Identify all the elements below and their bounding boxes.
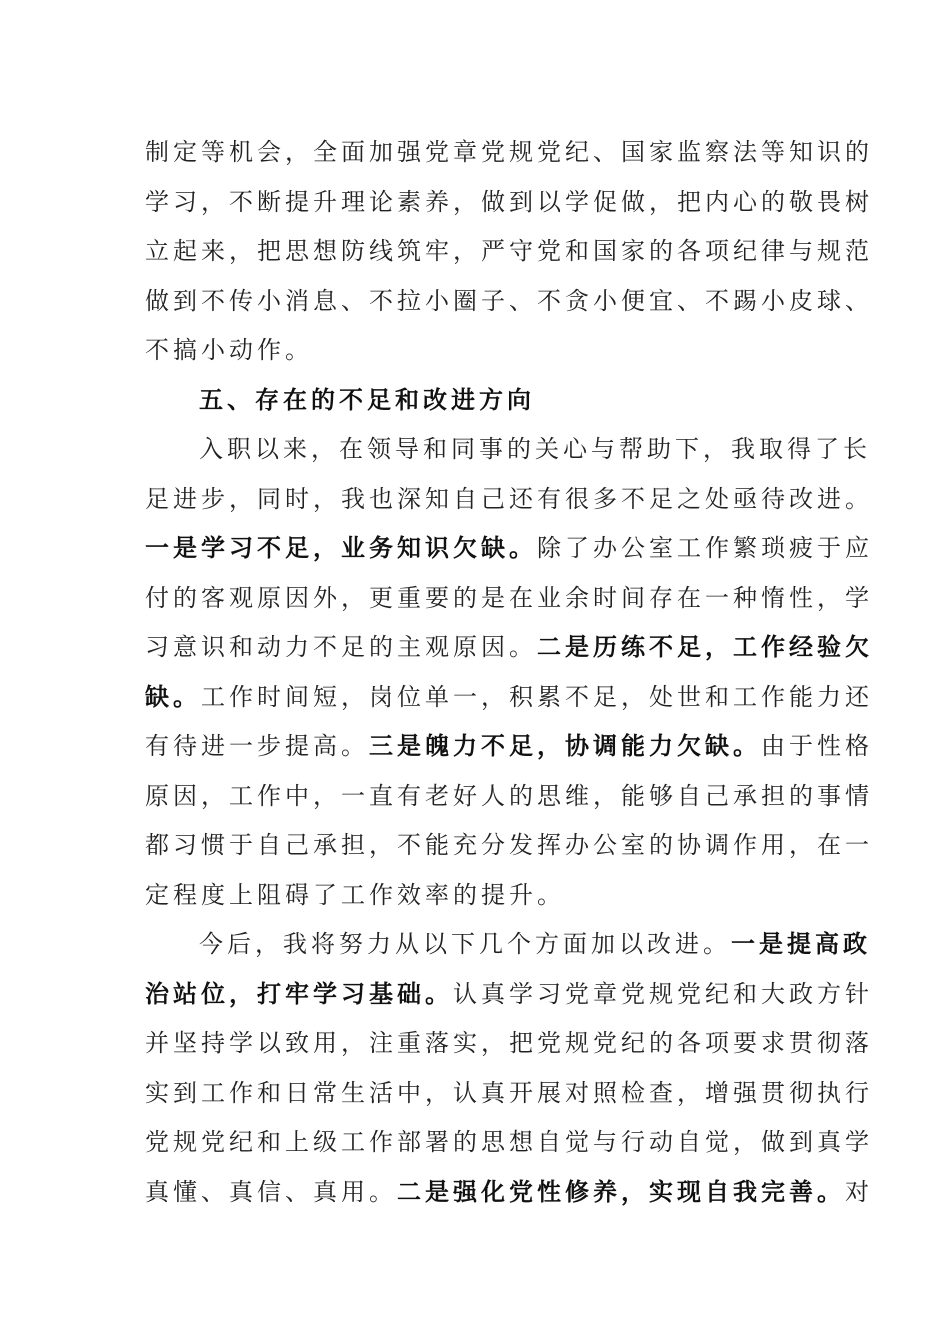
body-line: 原因，工作中，一直有老好人的思维，能够自己承担的事情 xyxy=(145,781,873,810)
body-text: 今后，我将努力从以下几个方面加以改进。 xyxy=(199,930,731,958)
body-line xyxy=(145,970,873,1020)
body-text: 认真学习党章党规党纪和大政方针 xyxy=(453,979,873,1008)
body-line xyxy=(145,722,873,772)
bold-phrase: 一是提高政 xyxy=(731,930,871,958)
body-line: 入职以来，在领导和同事的关心与帮助下，我取得了长 xyxy=(199,435,871,463)
body-line: 不搞小动作。 xyxy=(145,336,313,364)
body-line: 学习，不断提升理论素养，做到以学促做，把内心的敬畏树 xyxy=(145,187,873,216)
body-line: 都习惯于自己承担，不能充分发挥办公室的协调作用，在一 xyxy=(145,831,873,859)
body-line xyxy=(145,673,873,723)
body-line: 党规党纪和上级工作部署的思想自觉与行动自觉，做到真学 xyxy=(145,1128,873,1156)
body-line: 实到工作和日常生活中，认真开展对照检查，增强贯彻执行 xyxy=(145,1078,873,1107)
body-line xyxy=(145,1168,873,1218)
body-line: 立起来，把思想防线筑牢，严守党和国家的各项纪律与规范 xyxy=(145,237,873,265)
body-line: 并坚持学以致用，注重落实，把党规党纪的各项要求贯彻落 xyxy=(145,1029,873,1057)
body-text: 由于性格 xyxy=(761,732,873,760)
body-text: 真懂、真信、真用。 xyxy=(145,1177,397,1206)
bold-phrase: 一是学习不足，业务知识欠缺。 xyxy=(145,534,537,562)
body-line xyxy=(145,524,873,574)
body-text: 除了办公室工作繁琐疲于应 xyxy=(537,534,873,562)
body-line: 做到不传小消息、不拉小圈子、不贪小便宜、不踢小皮球、 xyxy=(145,286,873,315)
body-text: 习意识和动力不足的主观原因。 xyxy=(145,633,537,661)
bold-phrase: 二是历练不足，工作经验欠 xyxy=(537,633,873,661)
section-heading: 五、存在的不足和改进方向 xyxy=(199,385,535,414)
bold-phrase: 治站位，打牢学习基础。 xyxy=(145,979,453,1008)
bold-phrase: 缺。 xyxy=(145,682,201,711)
bold-phrase: 二是强化党性修养，实现自我完善。 xyxy=(397,1177,845,1206)
body-text: 有待进一步提高。 xyxy=(145,732,369,760)
document-body xyxy=(145,128,873,1217)
body-line: 制定等机会，全面加强党章党规党纪、国家监察法等知识的 xyxy=(145,138,873,166)
body-text: 工作时间短，岗位单一，积累不足，处世和工作能力还 xyxy=(201,682,873,711)
body-line: 足进步，同时，我也深知自己还有很多不足之处亟待改进。 xyxy=(145,484,873,513)
bold-phrase: 三是魄力不足，协调能力欠缺。 xyxy=(369,732,761,760)
body-line xyxy=(145,623,873,673)
body-line xyxy=(145,920,871,970)
body-text: 对 xyxy=(845,1177,873,1206)
body-line: 定程度上阻碍了工作效率的提升。 xyxy=(145,880,565,909)
body-line: 付的客观原因外，更重要的是在业余时间存在一种惰性，学 xyxy=(145,583,873,612)
